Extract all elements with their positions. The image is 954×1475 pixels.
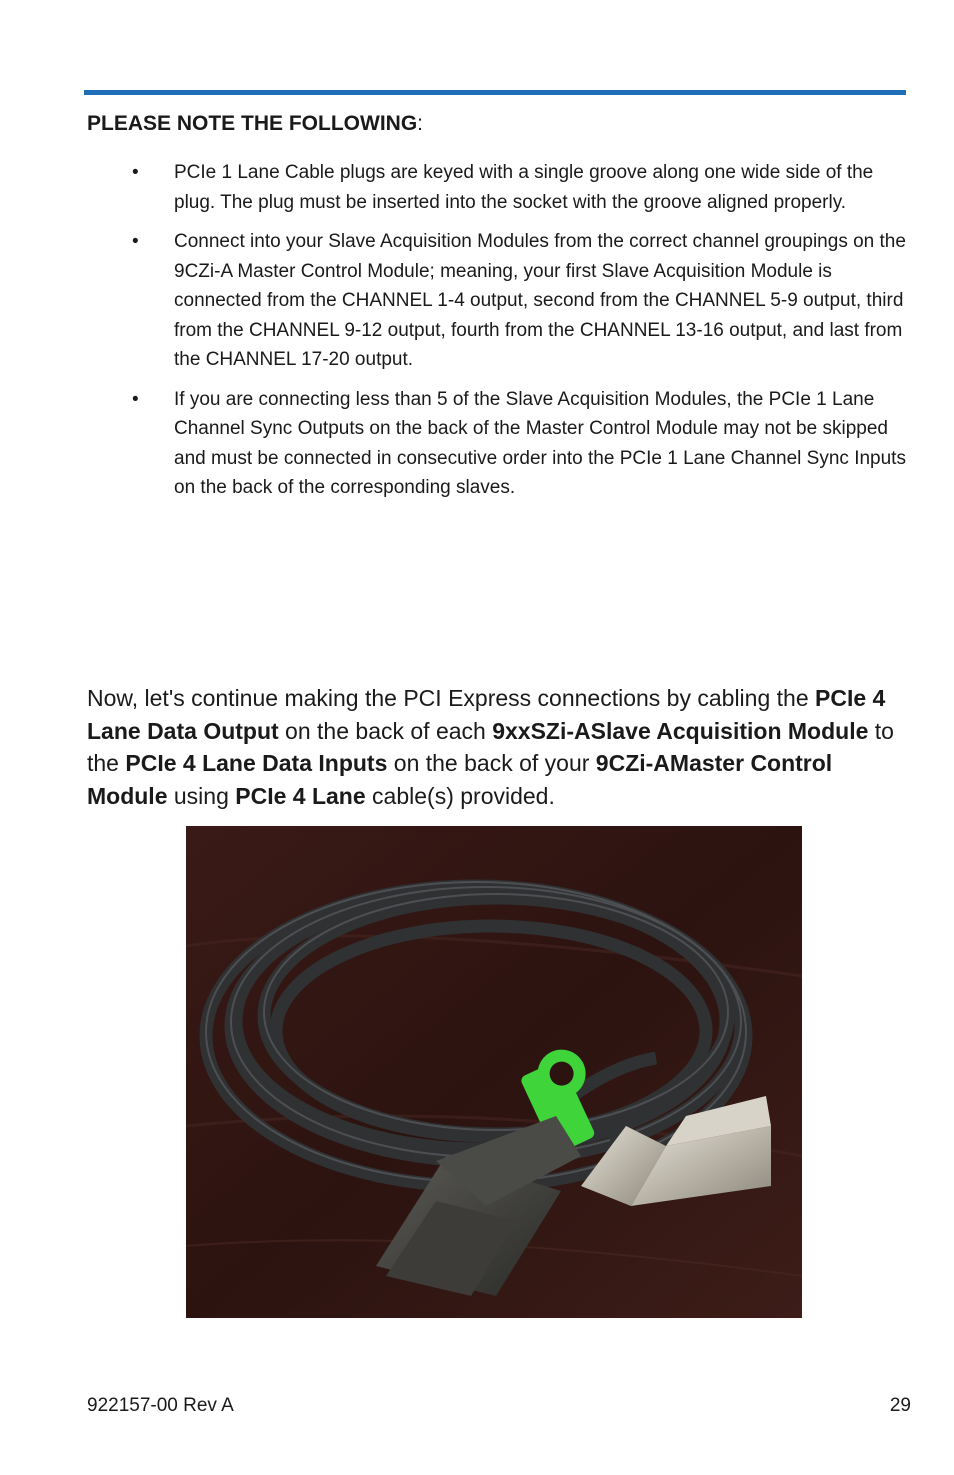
- para-text: on the back of your: [387, 750, 596, 776]
- note-bullet-list: [130, 158, 906, 513]
- footer-page-number: 29: [889, 1395, 911, 1416]
- note-heading-text: PLEASE NOTE THE FOLLOWING: [87, 112, 418, 135]
- para-bold-data-inputs: PCIe 4 Lane Data Inputs: [125, 750, 388, 776]
- bullet-text: If you are connecting less than 5 of the Slave Acquisition Modules, the PCIe 1 Lane Channel Sync Outputs on the back of the Master Control Module may not be skipped and must be connected in consecutive order into the PCIe 1 Lane Channel Sync Inputs on the back of the corresponding slaves.: [174, 388, 906, 498]
- list-item: [130, 227, 906, 375]
- list-item: [130, 385, 906, 503]
- bullet-icon: •: [132, 231, 139, 252]
- bullet-icon: •: [132, 388, 139, 410]
- para-text: using: [167, 782, 236, 809]
- para-text: to the: [87, 717, 894, 776]
- para-text: cable(s) provided.: [365, 782, 555, 809]
- pcie-cable-photo: [186, 826, 802, 1318]
- header-rule: [84, 90, 906, 95]
- bullet-text: PCIe 1 Lane Cable plugs are keyed with a single groove along one wide side of the plug. The plug must be inserted into the socket with the groove aligned properly.: [174, 162, 874, 213]
- para-bold-data-output: PCIe 4 Lane Data Output: [87, 685, 886, 744]
- bullet-text: Connect into your Slave Acquisition Modules from the correct channel groupings on the 9CZi-A Master Control Module; meaning, your first Slave Acquisition Module is connected from the CHANNEL 1-4 output, second from the CHANNEL 5-9 output, third from the CHANNEL 9-12 output, fourth from the CHANNEL 13-16 output, and last from the CHANNEL 17-20 output.: [174, 231, 906, 370]
- para-text: Now, let's continue making the PCI Express connections by cabling the: [87, 685, 816, 711]
- instruction-paragraph: [87, 682, 907, 812]
- list-item: [130, 158, 906, 217]
- para-bold-slave-module: 9xxSZi-ASlave Acquisition Module: [492, 717, 869, 744]
- para-bold-master-module: 9CZi-AMaster Control Module: [87, 750, 833, 809]
- bullet-icon: •: [132, 162, 139, 183]
- note-heading: [87, 112, 423, 136]
- para-bold-cable: PCIe 4 Lane: [235, 782, 366, 809]
- footer-doc-number: 922157-00 Rev A: [87, 1395, 234, 1416]
- note-heading-colon: :: [417, 112, 424, 135]
- para-text: on the back of each: [278, 717, 493, 744]
